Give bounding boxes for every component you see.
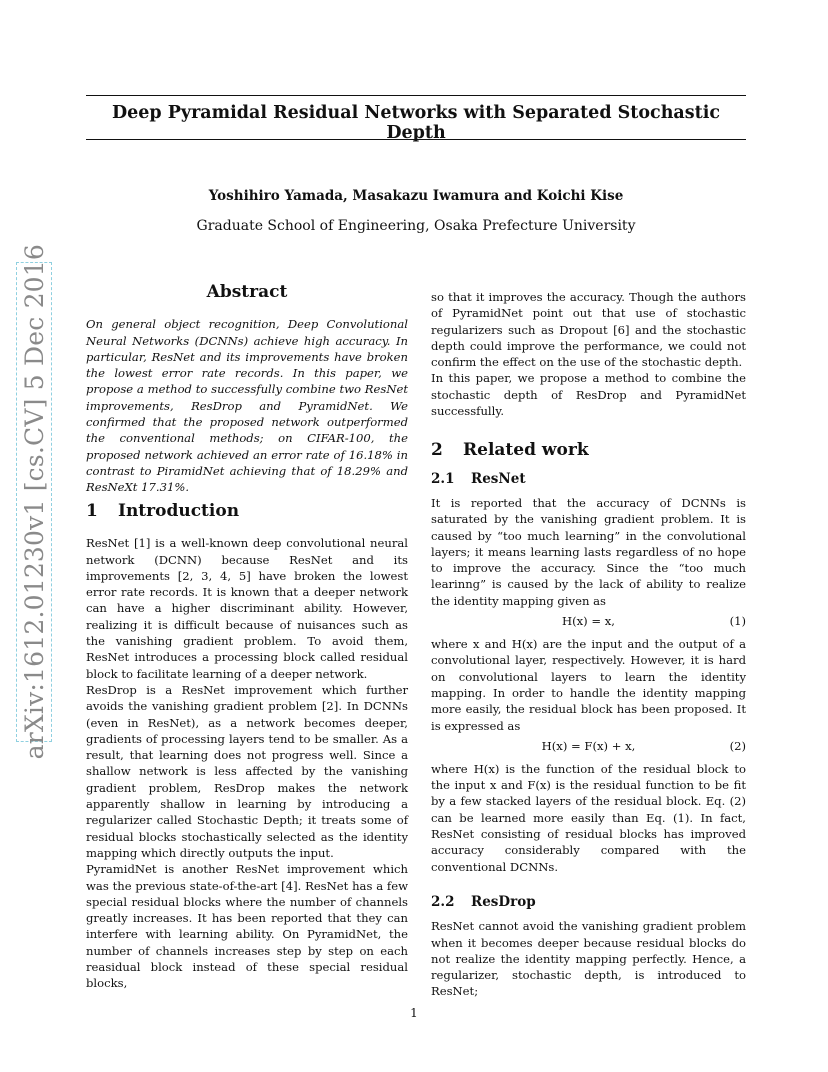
title-rule-top — [86, 95, 746, 96]
abstract-text: On general object recognition, Deep Convolutional Neural Networks (DCNNs) achieve high accuracy. In particular, ResNet and its improvements have broken the lowest error rate records. In this paper, we propose a method to successfully combine two ResNet improvements, ResDrop and PyramidNet. We confirmed that the proposed network outperformed the conventional methods; on CIFAR-100, the proposed network achieved an error rate of 16.18% in contrast to PiramidNet achieving that of 18.29% and ResNeXt 17.31%. — [86, 317, 408, 495]
equation-number: (1) — [729, 614, 746, 629]
section-heading — [431, 440, 746, 461]
page-number: 1 — [410, 1006, 418, 1020]
equation-body: H(x) = F(x) + x, — [541, 738, 636, 753]
arxiv-id: arXiv:1612.01230v1 [cs.CV] 5 Dec 2016 — [19, 244, 49, 760]
subsection-number: 2.2 — [431, 893, 455, 910]
title-rule-bottom — [86, 139, 746, 140]
paper-affiliation: Graduate School of Engineering, Osaka Prefecture University — [196, 218, 636, 234]
section-number: 2 — [431, 440, 443, 461]
section-title: Related work — [463, 440, 589, 461]
introduction-section — [86, 503, 408, 992]
section-title: Introduction — [118, 501, 240, 521]
resnet-paragraph: where H(x) is the function of the residual block to the input x and F(x) is the residual function to be fit by a few stacked layers of the residual block. Eq. (2) can be learned more easily than Eq. (1). In fact, ResNet consisting of residual blocks has improved accuracy considerably compared with the conventional DCNNs. — [431, 761, 746, 874]
intro-paragraph: PyramidNet is another ResNet improvement which was the previous state-of-the-art [4]. ResNet has a few special residual blocks where the number of channels greatly increases. It has been reported that they can interfere with learning ability. On PyramidNet, the number of channels increases step by step on each reasidual block instead of these special residual blocks, — [86, 862, 408, 991]
subsection-heading — [431, 471, 746, 487]
intro-paragraph: In this paper, we propose a method to combine the stochastic depth of ResDrop and PyramidNet successfully. — [431, 371, 746, 419]
resnet-paragraph: It is reported that the accuracy of DCNNs is saturated by the vanishing gradient problem. It is caused by “too much learning” in the convolutional layers; it means learning lasts regardless of no hope to improve the accuracy. Since the “too much learinng” is caused by the lack of ability to realize the identity mapping given as — [431, 495, 746, 608]
arxiv-stamp — [16, 244, 52, 760]
intro-paragraph: ResNet [1] is a well-known deep convolutional neural network (DCNN) because ResNet and its improvements [2, 3, 4, 5] have broken the lowest error rate records. It is known that a deeper network can have a higher discriminant ability. However, realizing it is difficult because of nuisances such as the vanishing gradient problem. To avoid them, ResNet introduces a processing block called residual block to facilitate learning of a deeper network. — [86, 536, 408, 681]
intro-paragraph: ResDrop is a ResNet improvement which further avoids the vanishing gradient problem [2]. In DCNNs (even in ResNet), as a network becomes deeper, gradients of processing layers tend to be smaller. As a result, that learning does not progress well. Since a shallow network is less affected by the vanishing gradient problem, ResDrop makes the network apparently shallow in learning by introducing a regularizer called Stochastic Depth; it treats some of residual blocks stochastically selected as the identity mapping which directly outputs the input. — [86, 682, 408, 860]
equation-1 — [431, 613, 746, 629]
abstract-section — [86, 284, 408, 496]
subsection-title: ResDrop — [471, 893, 536, 910]
resdrop-paragraph: ResNet cannot avoid the vanishing gradient problem when it becomes deeper because residual blocks do not realize the identity mapping perfectly. Hence, a regularizer, stochastic depth, is introduced to ResNet; — [431, 919, 746, 999]
section-number: 1 — [86, 501, 98, 521]
right-column — [431, 289, 746, 1000]
abstract-heading: Abstract — [206, 282, 288, 302]
section-heading — [86, 503, 408, 519]
resnet-paragraph: where x and H(x) are the input and the output of a convolutional layer, respectively. However, it is hard on convolutional layers to learn the identity mapping. In order to handle the identity mapping more easily, the residual block has been proposed. It is expressed as — [431, 637, 746, 733]
subsection-heading — [431, 894, 746, 910]
equation-body: H(x) = x, — [561, 614, 615, 629]
equation-number: (2) — [729, 738, 746, 753]
intro-paragraph: so that it improves the accuracy. Though the authors of PyramidNet point out that use of stochastic regularizers such as Dropout [6] and the stochastic depth could improve the performance, we could not confirm the effect on the use of the stochastic depth. — [431, 290, 746, 370]
subsection-title: ResNet — [471, 470, 526, 487]
paper-title: Deep Pyramidal Residual Networks with Separated Stochastic Depth — [111, 103, 720, 143]
subsection-number: 2.1 — [431, 470, 455, 487]
paper-authors: Yoshihiro Yamada, Masakazu Iwamura and Koichi Kise — [208, 188, 624, 204]
equation-2 — [431, 738, 746, 754]
